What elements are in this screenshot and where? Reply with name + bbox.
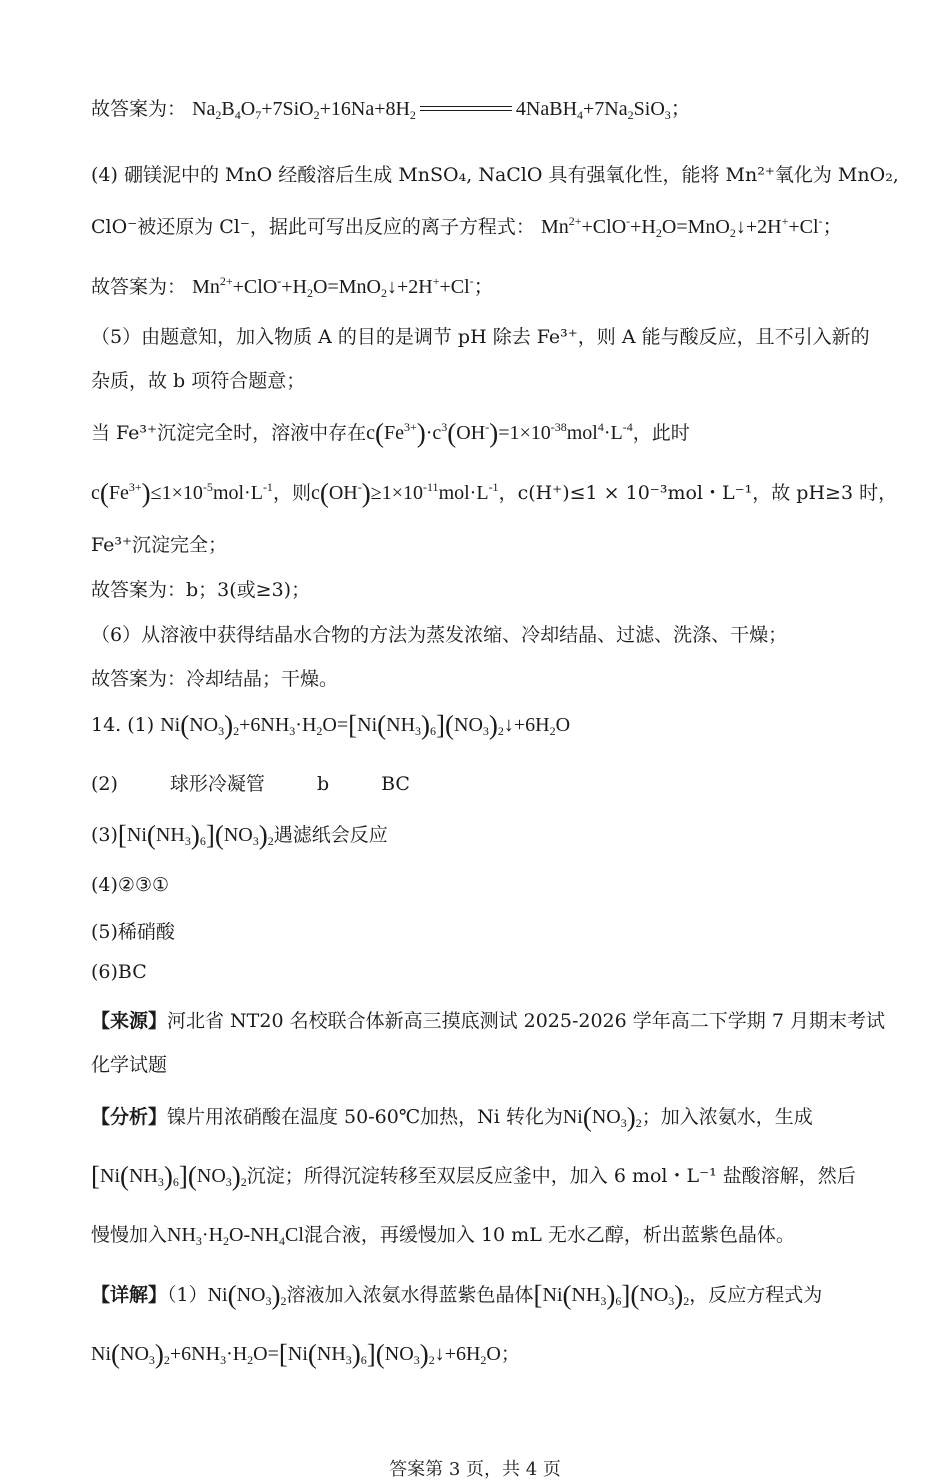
nickel-complex-formula-2: $[Ni(NH_3)_6](NO_3)_2$ <box>533 1280 690 1310</box>
analysis-line: 【分析】镍片用浓硝酸在温度 50-60℃加热，Ni 转化为$Ni(NO_3)_2$；加入浓氨水，生成 <box>91 1102 813 1132</box>
analysis-line-cont2: 慢慢加入$NH_3\cdot H_2O-NH_4Cl$混合液，再缓慢加入 10 mL 无水乙醇，析出蓝紫色晶体。 <box>91 1224 795 1248</box>
fe-precipitation-complete: Fe³⁺沉淀完全； <box>91 534 228 556</box>
equation-nickel-complex-2: $Ni(NO_3)_2+6NH_3\cdot H_2O=[Ni(NH_3)_6](NO_3)_2↓+6H_2O$ <box>91 1339 501 1369</box>
part5-explanation-cont: 杂质，故 b 项符合题意； <box>91 370 306 392</box>
nickel-nitrate-formula: $Ni(NO_3)_2$ <box>562 1102 642 1132</box>
equation-nickel-complex: $Ni(NO_3)_2+6NH_3\cdot H_2O=[Ni(NH_3)_6](NO_3)_2↓+6H_2O$ <box>160 710 571 740</box>
part5-explanation: （5）由题意知，加入物质 A 的目的是调节 pH 除去 Fe³⁺，则 A 能与酸反应，且不引入新的 <box>91 326 870 348</box>
page-footer: 答案第 3 页，共 4 页 <box>389 1459 561 1480</box>
nickel-nitrate-formula-2: $Ni(NO_3)_2$ <box>207 1280 287 1310</box>
part4-explanation: (4) 硼镁泥中的 MnO 经酸溶后生成 MnSO₄, NaClO 具有强氧化性，能将 Mn²⁺氧化为 MnO₂, <box>91 164 899 186</box>
part4-explanation-cont: ClO⁻被还原为 Cl⁻，据此可写出反应的离子方程式： $Mn^{2+}+ClO^-+H_2O=MnO_2↓+2H^++Cl^-$； <box>91 214 843 240</box>
source-line: 【来源】河北省 NT20 名校联合体新高三摸底测试 2025-2026 学年高二下学期 7 月期末考试 <box>91 1010 885 1032</box>
equation-mn-oxidation: $Mn^{2+}+ClO^-+H_2O=MnO_2↓+2H^++Cl^-$； <box>540 214 843 240</box>
ksp-expression-line: 当 Fe³⁺沉淀完全时，溶液中存在$c(Fe^{3+})\cdot c^3(OH^-)=1\times 10^{-38}mol^4\cdot L^{-4}$，此时 <box>91 418 690 448</box>
answer-line-part6: 故答案为：冷却结晶；干燥。 <box>91 668 339 690</box>
ksp-expression: $c(Fe^{3+})\cdot c^3(OH^-)=1\times 10^{-38}mol^4\cdot L^{-4}$ <box>366 418 633 448</box>
q14-part3-answer: $(3)[Ni(NH_3)_6](NO_3)_2$遇滤纸会反应 <box>91 820 388 850</box>
q14-part1-answer: 14. (1) $Ni(NO_3)_2+6NH_3\cdot H_2O=[Ni(NH_3)_6](NO_3)_2↓+6H_2O$ <box>91 710 571 740</box>
equation-mn-oxidation-answer: $Mn^{2+}+ClO^-+H_2O=MnO_2↓+2H^++Cl^-$； <box>192 274 494 300</box>
answer-line-part5: 故答案为：b；3(或≥3)； <box>91 579 311 601</box>
source-line-cont: 化学试题 <box>91 1054 168 1076</box>
oh-concentration: $c(OH^-)\ge 1\times 10^{-11}mol\cdot L^{-1}$ <box>310 478 499 508</box>
nickel-complex-precipitate: $[Ni(NH_3)_6](NO_3)_2$ <box>91 1161 247 1191</box>
fe-concentration: $c(Fe^{3+})\le 1\times 10^{-5}mol\cdot L^{-1}$ <box>91 478 273 508</box>
q14-part6-answer: (6)BC <box>91 961 147 983</box>
q14-part2-answer: (2) 球形冷凝管 b BC <box>91 773 410 795</box>
equation-nabh4: $Na_2B_4O_7+7SiO_2+16Na+8H_2$ $4NaBH_4+7Na_2SiO_3$； <box>192 98 691 122</box>
detail-equation-line: $Ni(NO_3)_2+6NH_3\cdot H_2O=[Ni(NH_3)_6](NO_3)_2↓+6H_2O$； <box>91 1339 520 1369</box>
answer-line-part4: 故答案为： $Mn^{2+}+ClO^-+H_2O=MnO_2↓+2H^++Cl^-$； <box>91 274 494 300</box>
part6-explanation: （6）从溶液中获得结晶水合物的方法为蒸发浓缩、冷却结晶、过滤、洗涤、干燥； <box>91 624 788 646</box>
analysis-line-cont: $[Ni(NH_3)_6](NO_3)_2$沉淀；所得沉淀转移至双层反应釜中，加入 6 mol・L⁻¹ 盐酸溶解，然后 <box>91 1161 856 1191</box>
concentration-line: $c(Fe^{3+})\le 1\times 10^{-5}mol\cdot L^{-1}$，则$c(OH^-)\ge 1\times 10^{-11}mol\cdot L^{-1}$，c(H⁺)≤1 × 10⁻³mol・L⁻¹，故 pH≥3 时， <box>91 478 898 508</box>
q14-part5-answer: (5)稀硝酸 <box>91 921 175 943</box>
detail-line: 【详解】$(1)Ni(NO_3)_2$溶液加入浓氨水得蓝紫色晶体$[Ni(NH_3)_6](NO_3)_2$，反应方程式为 <box>91 1280 823 1310</box>
q14-part4-answer: (4)②③① <box>91 874 170 896</box>
answer-line-reaction-3: 故答案为： $Na_2B_4O_7+7SiO_2+16Na+8H_2$ $4NaBH_4+7Na_2SiO_3$； <box>91 98 691 122</box>
buffer-mixture-formula: $NH_3\cdot H_2O-NH_4Cl$ <box>167 1224 304 1248</box>
nickel-complex-formula: $[Ni(NH_3)_6](NO_3)_2$ <box>117 820 274 850</box>
